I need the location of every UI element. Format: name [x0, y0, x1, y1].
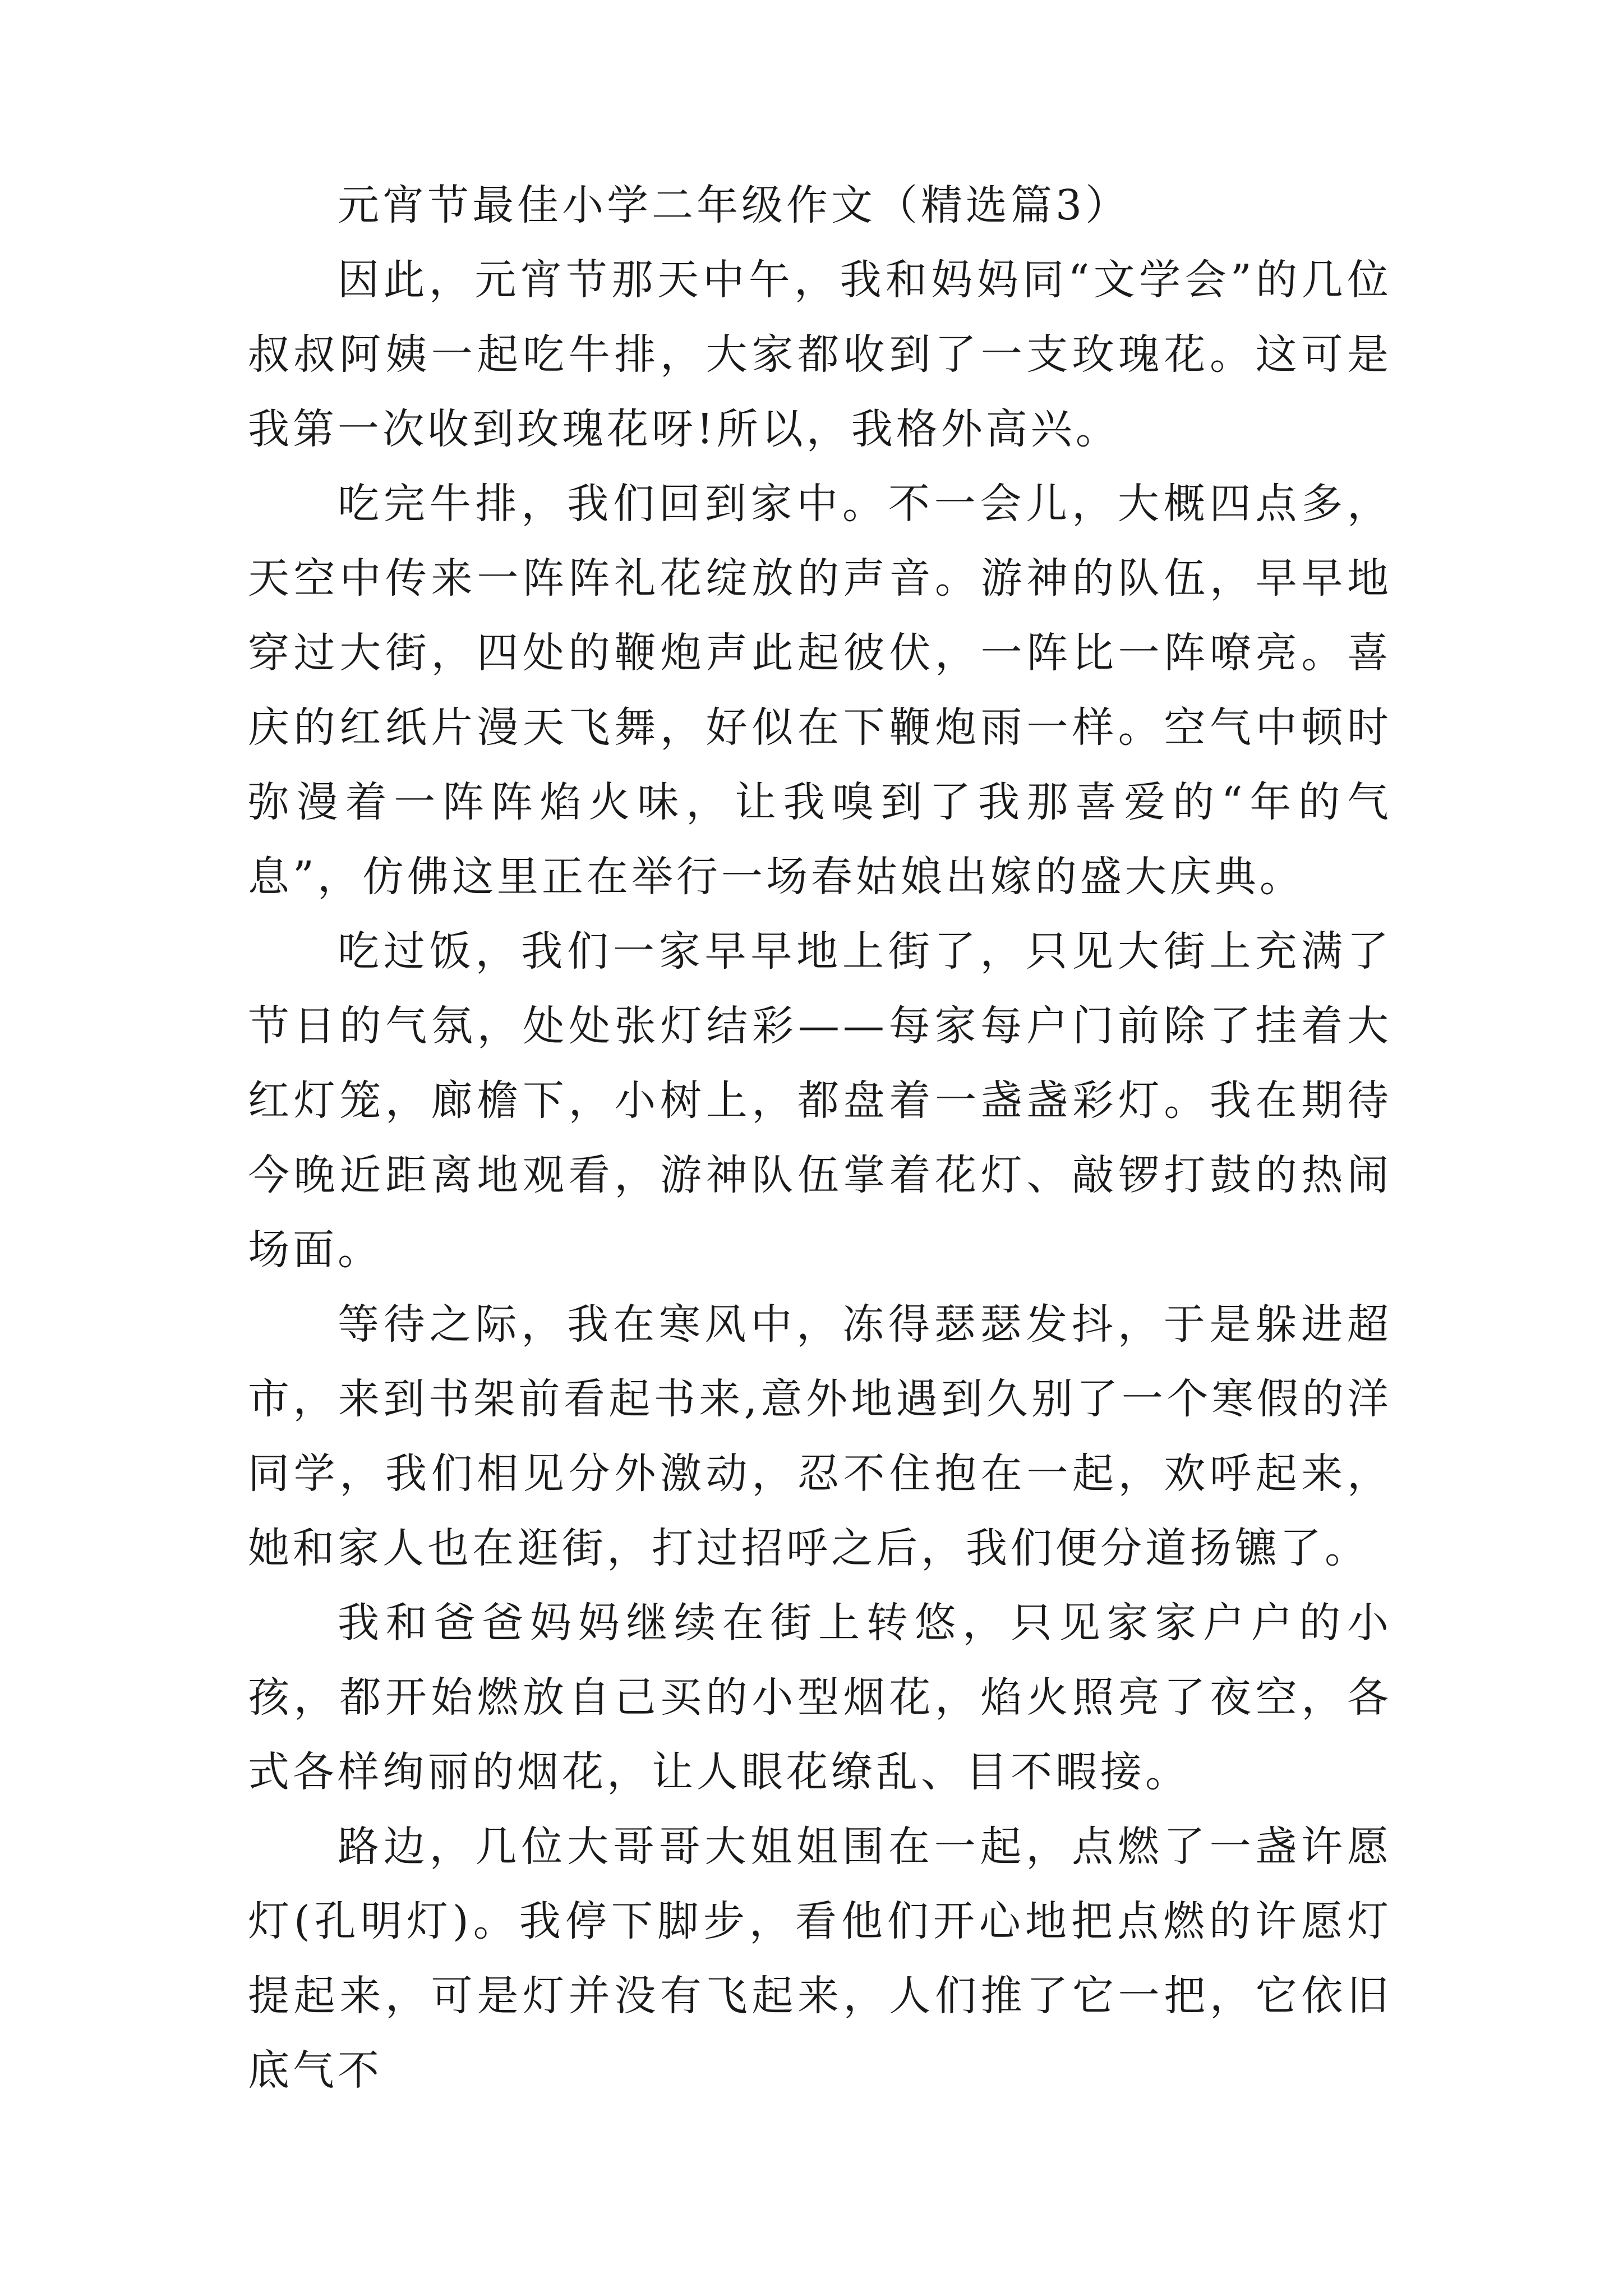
paragraph: 路边，几位大哥哥大姐姐围在一起，点燃了一盏许愿灯(孔明灯)。我停下脚步，看他们开心地把点燃的许愿灯提起来，可是灯并没有飞起来，人们推了它一把，它依旧底气不 — [248, 1823, 1392, 2095]
document-body — [248, 168, 1392, 2108]
paragraph: 因此，元宵节那天中午，我和妈妈同“文学会”的几位叔叔阿姨一起吃牛排，大家都收到了一支玫瑰花。这可是我第一次收到玫瑰花呀!所以，我格外高兴。 — [248, 256, 1392, 453]
paragraph: 我和爸爸妈妈继续在街上转悠，只见家家户户的小孩，都开始燃放自己买的小型烟花，焰火照亮了夜空，各式各样绚丽的烟花，让人眼花缭乱、目不暇接。 — [248, 1599, 1392, 1796]
paragraph: 吃完牛排，我们回到家中。不一会儿，大概四点多，天空中传来一阵阵礼花绽放的声音。游神的队伍，早早地穿过大街，四处的鞭炮声此起彼伏，一阵比一阵嘹亮。喜庆的红纸片漫天飞舞，好似在下鞭炮雨一样。空气中顿时弥漫着一阵阵焰火味，让我嗅到了我那喜爱的“年的气息”，仿佛这里正在举行一场春姑娘出嫁的盛大庆典。 — [248, 480, 1392, 901]
document-title: 元宵节最佳小学二年级作文（精选篇3） — [338, 181, 1131, 229]
paragraph: 等待之际，我在寒风中，冻得瑟瑟发抖，于是躲进超市，来到书架前看起书来,意外地遇到久别了一个寒假的洋同学，我们相见分外激动，忍不住抱在一起，欢呼起来，她和家人也在逛街，打过招呼之后，我们便分道扬镳了。 — [248, 1300, 1392, 1572]
paragraph: 吃过饭，我们一家早早地上街了，只见大街上充满了节日的气氛，处处张灯结彩——每家每户门前除了挂着大红灯笼，廊檐下，小树上，都盘着一盏盏彩灯。我在期待今晚近距离地观看，游神队伍掌着花灯、敲锣打鼓的热闹场面。 — [248, 927, 1392, 1274]
